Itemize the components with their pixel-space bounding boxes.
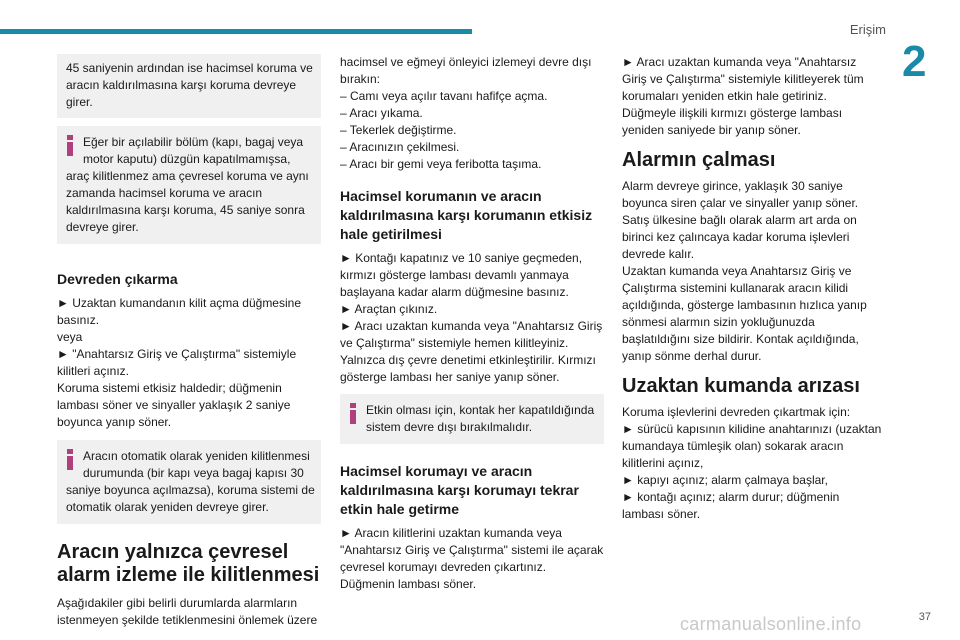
- list-item: – Aracı yıkama.: [340, 106, 423, 120]
- info-text: Aracın otomatik olarak yeniden kilitlenmesi durumunda (bir kapı veya bagaj kapısı 30 saniye boyunca açılmazsa), koruma sistemi de otomatik olarak yeniden devreye girer.: [66, 449, 315, 514]
- paragraph: ► Uzaktan kumandanın kilit açma düğmesine basınız.: [57, 296, 301, 327]
- info-icon: [66, 449, 74, 470]
- paragraph: ► Araçtan çıkınız.: [340, 302, 438, 316]
- list-item: – Tekerlek değiştirme.: [340, 123, 457, 137]
- list-item: – Camı veya açılır tavanı hafifçe açma.: [340, 89, 548, 103]
- paragraph: Düğmenin lambası söner.: [340, 577, 477, 591]
- heading-alarm: Alarmın çalması: [622, 149, 776, 171]
- heading-perimeter: Aracın yalnızca çevresel alarm izleme ile kilitlenmesi: [57, 541, 320, 586]
- info-icon: [349, 403, 357, 424]
- paragraph: ► kontağı açınız; alarm durur; düğmenin lambası söner.: [622, 490, 840, 521]
- paragraph: ► Aracın kilitlerini uzaktan kumanda veya "Anahtarsız Giriş ve Çalıştırma" sistemi ile açarak çevresel korumayı devreden çıkartınız.: [340, 526, 604, 574]
- info-text: Etkin olması için, kontak her kapatıldığında sistem devre dışı bırakılmalıdır.: [366, 403, 595, 434]
- paragraph: Uzaktan kumanda veya Anahtarsız Giriş ve Çalıştırma sistemini kullanarak aracın kilidi açıldığında, gösterge lambasının hızlıca yanıp sönmesi alarmın sizin yokluğunuzda başlatıldığını size bildirir. Kontak açıldığında, yanıp sönme derhal durur.: [622, 264, 867, 363]
- paragraph: ► sürücü kapısının kilidine anahtarınızı (uzaktan kumandaya tümleşik olan) sokarak aracın kilitlerini açınız,: [622, 422, 882, 470]
- heading-remote-fault: Uzaktan kumanda arızası: [622, 375, 860, 397]
- paragraph: Aşağıdakiler gibi belirli durumlarda alarmların istenmeyen şekilde tetiklenmesini önlemek üzere: [57, 596, 318, 627]
- paragraph: ► "Anahtarsız Giriş ve Çalıştırma" sistemiyle kilitleri açınız.: [57, 347, 297, 378]
- info-box: [57, 126, 321, 244]
- heading-deactivate: Hacimsel korumanın ve aracın kaldırılmasına karşı korumanın etkisiz hale getirilmesi: [340, 188, 593, 242]
- column-left: [57, 54, 321, 629]
- paragraph: Alarm devreye girince, yaklaşık 30 saniye boyunca siren çalar ve sinyaller yanıp söner.: [622, 179, 859, 210]
- list-item: – Aracınızın çekilmesi.: [340, 140, 460, 154]
- column-right: [622, 54, 884, 523]
- page-number: 37: [918, 611, 931, 623]
- header-accent-bar: [0, 29, 472, 34]
- paragraph: Yalnızca dış çevre denetimi etkinleştirilir. Kırmızı gösterge lambası her saniye yanıp söner.: [340, 353, 596, 384]
- paragraph: veya: [57, 330, 83, 344]
- heading-disable: Devreden çıkarma: [57, 271, 178, 287]
- section-title: Erişim: [849, 22, 886, 37]
- paragraph: Düğmeyle ilişkili kırmızı gösterge lambası yeniden saniyede bir yanıp söner.: [622, 106, 843, 137]
- paragraph: ► Kontağı kapatınız ve 10 saniye geçmeden, kırmızı gösterge lambası devamlı yanmaya başlayana kadar alarm düğmesine basınız.: [340, 251, 583, 299]
- watermark: carmanualsonline.info: [680, 614, 862, 634]
- list-item: – Aracı bir gemi veya feribotta taşıma.: [340, 157, 542, 171]
- paragraph: Koruma işlevlerini devreden çıkartmak için:: [622, 405, 851, 419]
- paragraph: ► Aracı uzaktan kumanda veya "Anahtarsız Giriş ve Çalıştırma" sistemiyle hemen kilitleyiniz.: [340, 319, 603, 350]
- paragraph: hacimsel ve eğmeyi önleyici izlemeyi devre dışı bırakın:: [340, 55, 592, 86]
- info-icon: [66, 135, 74, 156]
- paragraph: ► Aracı uzaktan kumanda veya "Anahtarsız Giriş ve Çalıştırma" sistemiyle kilitleyerek tüm korumaları yeniden etkin hale getiriniz.: [622, 55, 864, 103]
- paragraph: ► kapıyı açınız; alarm çalmaya başlar,: [622, 473, 828, 487]
- paragraph: Satış ülkesine bağlı olarak alarm art arda on birinci kez çalıncaya kadar koruma işlevleri devrede kalır.: [622, 213, 857, 261]
- chapter-number: 2: [902, 37, 927, 86]
- info-box: [57, 440, 321, 524]
- info-text: Eğer bir açılabilir bölüm (kapı, bagaj veya motor kaputu) düzgün kapatılmamışsa, araç kilitlenmez ama çevresel koruma ve aynı zamanda hacimsel koruma ve aracın kaldırılmasına karşı koruma, 45 saniye sonra devreye girer.: [66, 135, 309, 234]
- paragraph: Koruma sistemi etkisiz haldedir; düğmenin lambası söner ve sinyaller yaklaşık 2 saniye boyunca yanıp söner.: [57, 381, 291, 429]
- info-box: [340, 394, 604, 444]
- heading-reactivate: Hacimsel korumayı ve aracın kaldırılmasına karşı korumayı tekrar etkin hale getirme: [340, 463, 579, 517]
- note-box: 45 saniyenin ardından ise hacimsel koruma ve aracın kaldırılmasına karşı koruma devreye girer.: [57, 54, 321, 118]
- column-middle: [340, 54, 604, 593]
